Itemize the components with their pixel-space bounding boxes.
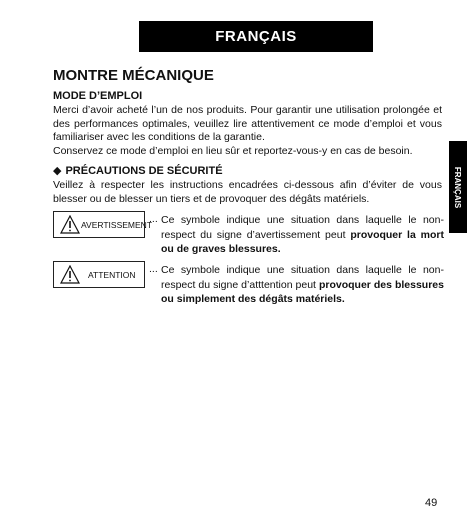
section-heading-safety xyxy=(53,164,442,179)
mode-paragraph-1: Merci d’avoir acheté l’un de nos produits. Pour garantir une utilisation prolongée et des performances optimales, veuillez lire attentivement ce mode d’emploi et vous familiariser avec les conditions de la garantie. xyxy=(53,104,442,143)
side-language-tab-label: FRANÇAIS xyxy=(453,166,463,208)
safety-intro: Veillez à respecter les instructions encadrées ci-dessous afin d’éviter de vous blesser ou de blesser un tiers et de provoquer des dégâts matériels. xyxy=(53,179,442,205)
notice-text xyxy=(161,263,444,307)
notice-dots: ... xyxy=(149,213,158,225)
page-number: 49 xyxy=(425,497,438,509)
notice-text-bold: provoquer la mort ou de graves blessures. xyxy=(161,228,444,255)
warning-triangle-icon xyxy=(60,215,80,234)
safety-heading-text: PRÉCAUTIONS DE SÉCURITÉ xyxy=(65,165,223,177)
notice-label-box xyxy=(53,261,145,288)
side-language-tab xyxy=(449,141,467,233)
notice-label: ATTENTION xyxy=(88,270,136,280)
notice-text-normal: Ce symbole indique une situation dans laquelle le non-respect du signe d’atttention peut xyxy=(161,264,444,291)
notice-text-normal: Ce symbole indique une situation dans laquelle le non-respect du signe d’avertissement peut xyxy=(161,214,444,241)
language-banner xyxy=(139,21,373,52)
main-content xyxy=(53,66,442,206)
diamond-bullet-icon: ◆ xyxy=(53,165,62,177)
document-title: MONTRE MÉCANIQUE xyxy=(53,67,214,84)
notice-text-bold: provoquer des blessures ou simplement des dégâts matériels. xyxy=(161,278,444,305)
notice-text xyxy=(161,213,444,257)
warning-triangle-icon xyxy=(60,265,80,284)
notice-dots: ... xyxy=(149,263,158,275)
notice-label: AVERTISSEMENT xyxy=(81,220,153,230)
language-banner-label: FRANÇAIS xyxy=(215,28,297,45)
notice-label-box xyxy=(53,211,153,238)
mode-paragraph-2: Conservez ce mode d’emploi en lieu sûr et reportez-vous-y en cas de besoin. xyxy=(53,144,413,157)
section-heading-mode: MODE D’EMPLOI xyxy=(53,90,143,102)
